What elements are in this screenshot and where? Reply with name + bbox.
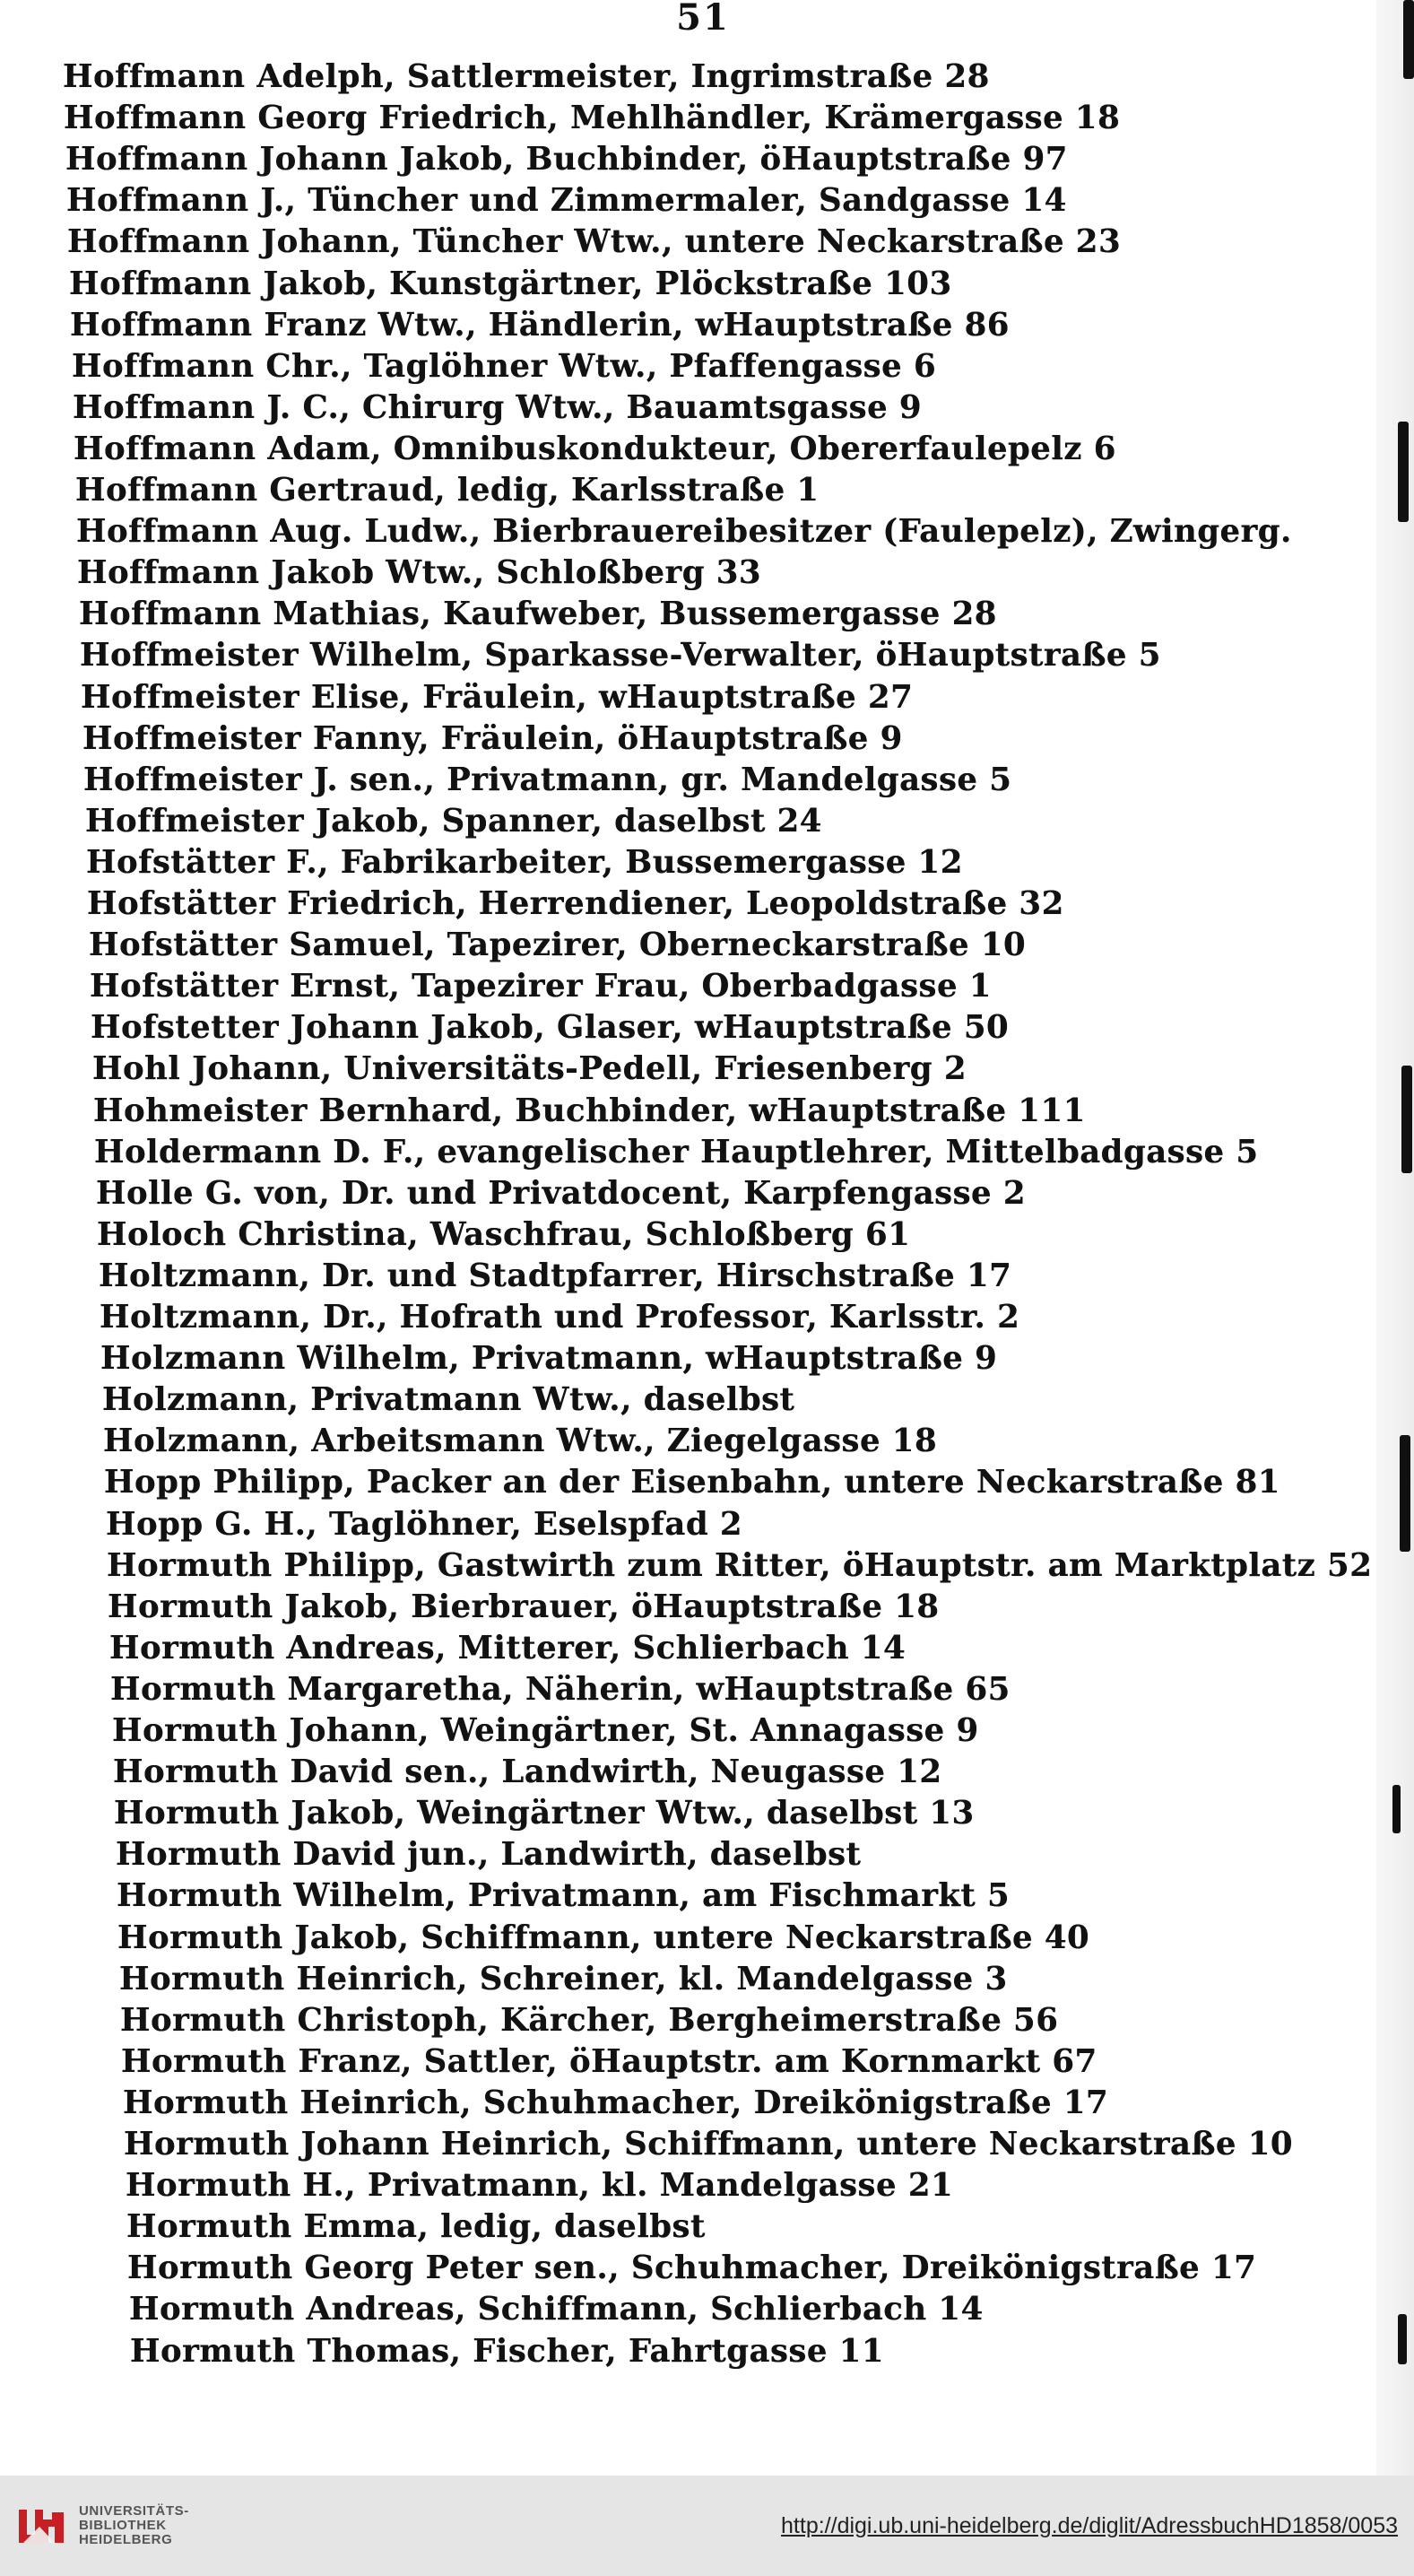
directory-entry: Holdermann D. F., evangelischer Hauptlehrer, Mittelbadgasse 5 [94,1134,1259,1171]
directory-entry: Hormuth Jakob, Bierbrauer, öHauptstraße 18 [108,1588,940,1625]
library-name-line: HEIDELBERG [79,2532,173,2548]
directory-entry: Hoffmann J., Tüncher und Zimmermaler, Sandgasse 14 [66,182,1067,219]
directory-entry: Hoffmann Franz Wtw., Händlerin, wHauptstraße 86 [70,307,1010,344]
library-name-line: UNIVERSITÄTS- [79,2502,189,2519]
directory-entry: Hormuth Margaretha, Näherin, wHauptstraße 65 [110,1671,1011,1708]
directory-entry: Hoffmeister Elise, Fräulein, wHauptstraße 27 [81,679,914,716]
directory-entry: Hofstätter F., Fabrikarbeiter, Bussemergasse 12 [86,844,963,881]
directory-entry: Hormuth Wilhelm, Privatmann, am Fischmarkt 5 [117,1877,1011,1914]
directory-entry: Holle G. von, Dr. und Privatdocent, Karpfengasse 2 [96,1175,1027,1212]
directory-entry: Hormuth Jakob, Weingärtner Wtw., daselbst 13 [114,1795,975,1832]
digital-library-footer [0,2476,1414,2576]
directory-entry: Hopp G. H., Taglöhner, Eselspfad 2 [106,1506,743,1543]
directory-entry: Hoffmann Georg Friedrich, Mehlhändler, Krämergasse 18 [64,100,1121,136]
directory-entry: Hoffmann Chr., Taglöhner Wtw., Pfaffengasse 6 [72,348,937,385]
directory-entry: Hormuth Thomas, Fischer, Fahrtgasse 11 [130,2333,884,2370]
directory-entry: Holzmann, Privatmann Wtw., daselbst [102,1381,795,1418]
directory-entry: Hoffmeister Fanny, Fräulein, öHauptstraße 9 [82,720,903,757]
directory-entry: Hormuth Andreas, Schiffmann, Schlierbach 14 [129,2291,984,2328]
directory-entry: Hormuth Heinrich, Schreiner, kl. Mandelgasse 3 [119,1961,1008,1997]
directory-entry: Hormuth David jun., Landwirth, daselbst [116,1836,862,1873]
page-number: 51 [676,0,730,39]
directory-entry: Holoch Christina, Waschfrau, Schloßberg 61 [97,1216,911,1253]
directory-entry: Hoffmann Jakob Wtw., Schloßberg 33 [77,554,762,591]
directory-entry: Hormuth Johann, Weingärtner, St. Annagasse 9 [112,1712,979,1749]
directory-entry: Hofstätter Ernst, Tapezirer Frau, Oberbadgasse 1 [90,968,992,1005]
directory-entry: Holtzmann, Dr. und Stadtpfarrer, Hirschstraße 17 [99,1258,1012,1294]
directory-entry: Hofstätter Samuel, Tapezirer, Oberneckarstraße 10 [89,927,1027,963]
directory-entry: Hoffmann Johann, Tüncher Wtw., untere Neckarstraße 23 [67,223,1122,260]
directory-entry: Hoffmann Gertraud, ledig, Karlsstraße 1 [75,472,820,509]
directory-entry: Hoffmann Jakob, Kunstgärtner, Plöckstraße 103 [69,265,952,302]
library-logo-block [14,2476,189,2576]
directory-entry: Hoffmeister J. sen., Privatmann, gr. Mandelgasse 5 [83,761,1012,798]
directory-entry: Holzmann, Arbeitsmann Wtw., Ziegelgasse 18 [103,1423,938,1459]
directory-entry: Holzmann Wilhelm, Privatmann, wHauptstraße 9 [100,1340,998,1377]
directory-entry: Hohmeister Bernhard, Buchbinder, wHauptstraße 111 [93,1092,1086,1129]
directory-entry: Hoffmeister Wilhelm, Sparkasse-Verwalter, öHauptstraße 5 [80,637,1161,674]
directory-entry: Hormuth Franz, Sattler, öHauptstr. am Kornmarkt 67 [121,2043,1097,2080]
directory-entry: Hoffmann Mathias, Kaufweber, Bussemergasse 28 [79,596,997,632]
directory-entry: Hofstetter Johann Jakob, Glaser, wHauptstraße 50 [91,1009,1010,1046]
directory-entry: Hoffmann J. C., Chirurg Wtw., Bauamtsgasse 9 [73,389,923,426]
directory-entry: Hormuth Philipp, Gastwirth zum Ritter, öHauptstr. am Marktplatz 52 [107,1547,1373,1584]
directory-entry: Hormuth David sen., Landwirth, Neugasse 12 [113,1754,942,1790]
library-name-line: BIBLIOTHEK [79,2517,167,2533]
directory-entry: Hohl Johann, Universitäts-Pedell, Friesenberg 2 [92,1050,967,1087]
digital-object-link[interactable]: http://digi.ub.uni-heidelberg.de/diglit/AdressbuchHD1858/0053 [781,2512,1398,2538]
directory-entry: Hopp Philipp, Packer an der Eisenbahn, untere Neckarstraße 81 [104,1464,1280,1501]
library-name [79,2504,189,2548]
directory-entry: Hormuth Georg Peter sen., Schuhmacher, Dreikönigstraße 17 [127,2250,1257,2286]
directory-entry: Hoffmeister Jakob, Spanner, daselbst 24 [85,803,822,840]
directory-entry: Hoffmann Johann Jakob, Buchbinder, öHauptstraße 97 [65,141,1068,178]
directory-entry: Holtzmann, Dr., Hofrath und Professor, Karlsstr. 2 [100,1299,1020,1336]
directory-entry: Hoffmann Adam, Omnibuskondukteur, Obererfaulepelz 6 [74,431,1116,467]
directory-entry: Hormuth Andreas, Mitterer, Schlierbach 14 [109,1630,907,1667]
directory-entry: Hofstätter Friedrich, Herrendiener, Leopoldstraße 32 [87,885,1064,922]
directory-entry: Hormuth Johann Heinrich, Schiffmann, untere Neckarstraße 10 [124,2126,1294,2163]
directory-entry: Hormuth Christoph, Kärcher, Bergheimerstraße 56 [120,2002,1059,2039]
directory-entry: Hoffmann Adelph, Sattlermeister, Ingrimstraße 28 [63,58,990,95]
library-logo-icon [14,2499,68,2553]
directory-entry: Hormuth Emma, ledig, daselbst [126,2208,706,2245]
directory-entry: Hormuth Heinrich, Schuhmacher, Dreikönigstraße 17 [123,2084,1109,2121]
directory-entry: Hoffmann Aug. Ludw., Bierbrauereibesitzer (Faulepelz), Zwingerg. [76,513,1292,550]
directory-entry: Hormuth H., Privatmann, kl. Mandelgasse 21 [126,2167,954,2204]
directory-entry: Hormuth Jakob, Schiffmann, untere Neckarstraße 40 [117,1919,1090,1956]
